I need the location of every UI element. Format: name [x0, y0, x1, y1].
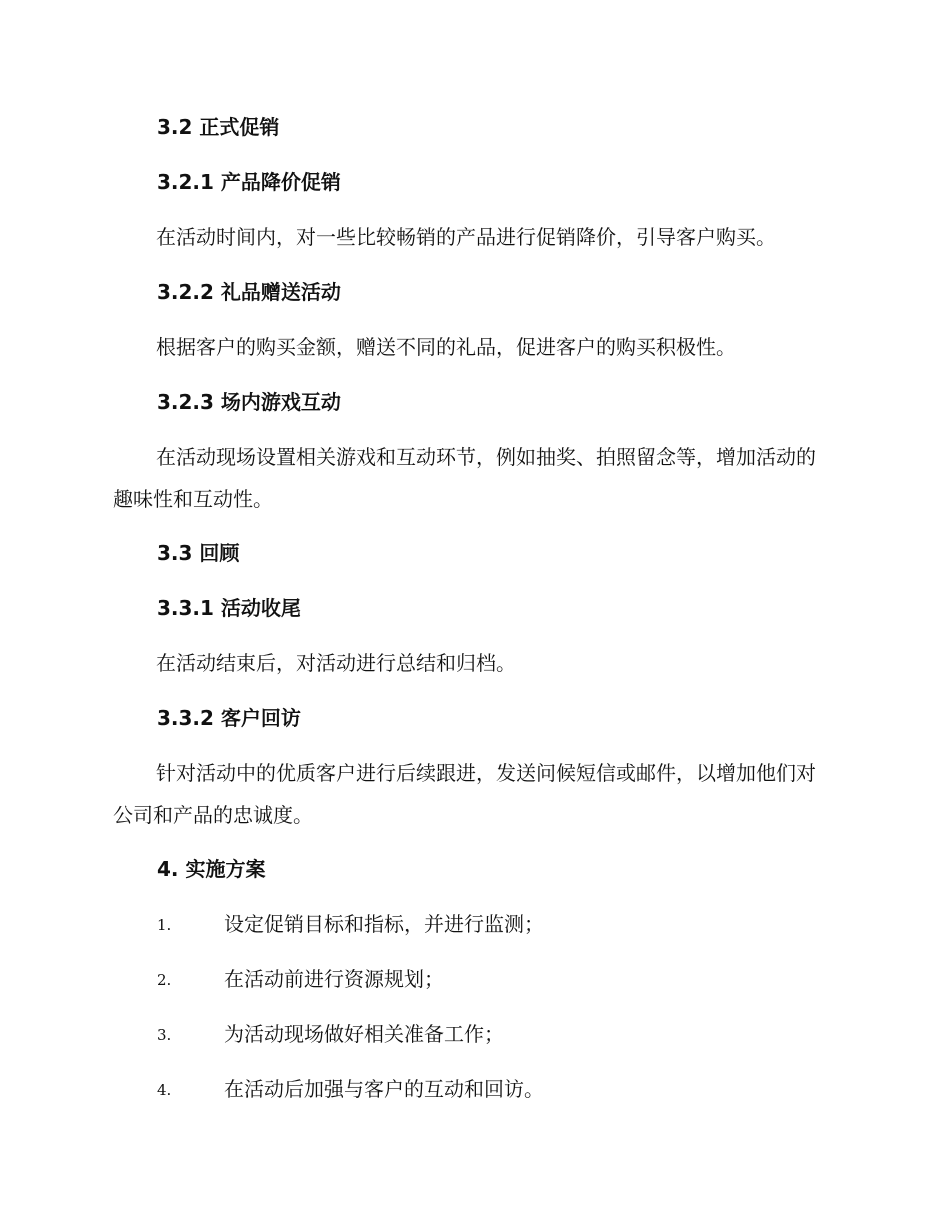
heading-3-2-1: 3.2.1 产品降价促销 — [157, 170, 341, 194]
heading-3-3-1: 3.3.1 活动收尾 — [157, 596, 301, 620]
list-item-number: 3. — [157, 1026, 172, 1044]
paragraph-3-2-3: 在活动现场设置相关游戏和互动环节，例如抽奖、拍照留念等，增加活动的趣味性和互动性。 — [113, 445, 816, 511]
list-item-number: 1. — [157, 916, 172, 934]
list-item-text: 为活动现场做好相关准备工作； — [224, 1022, 504, 1046]
heading-3-2-2: 3.2.2 礼品赠送活动 — [157, 280, 341, 304]
paragraph-3-3-1: 在活动结束后，对活动进行总结和归档。 — [156, 651, 516, 675]
list-item-number: 4. — [157, 1081, 172, 1099]
heading-3-2: 3.2 正式促销 — [157, 115, 280, 139]
paragraph-3-2-2: 根据客户的购买金额，赠送不同的礼品，促进客户的购买积极性。 — [156, 335, 736, 359]
heading-3-2-3: 3.2.3 场内游戏互动 — [157, 390, 341, 414]
paragraph-3-2-1: 在活动时间内，对一些比较畅销的产品进行促销降价，引导客户购买。 — [156, 225, 776, 249]
heading-4: 4. 实施方案 — [157, 857, 266, 881]
list-item-text: 在活动后加强与客户的互动和回访。 — [224, 1077, 544, 1101]
paragraph-3-3-2: 针对活动中的优质客户进行后续跟进，发送问候短信或邮件，以增加他们对公司和产品的忠诚度。 — [113, 761, 816, 827]
list-item-number: 2. — [157, 971, 172, 989]
heading-3-3: 3.3 回顾 — [157, 541, 240, 565]
heading-3-3-2: 3.3.2 客户回访 — [157, 706, 301, 730]
list-item-text: 设定促销目标和指标，并进行监测； — [224, 912, 544, 936]
list-item-text: 在活动前进行资源规划； — [224, 967, 444, 991]
